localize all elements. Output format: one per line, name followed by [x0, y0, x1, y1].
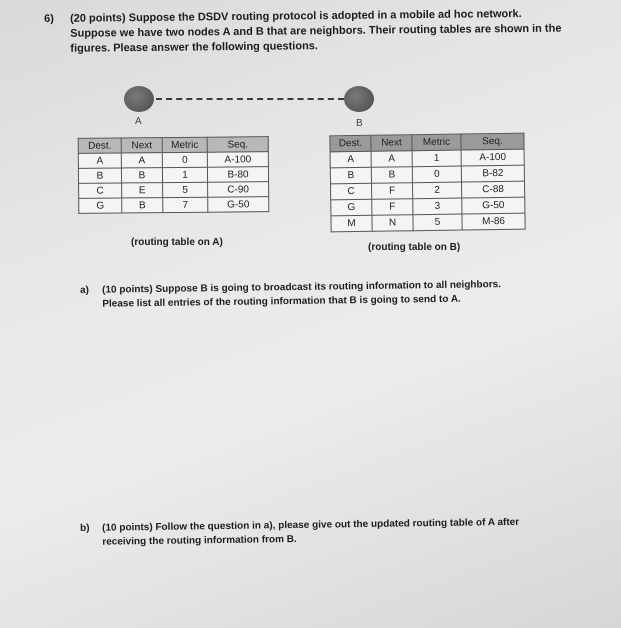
cell: 1 — [412, 150, 461, 167]
header-dest: Dest. — [78, 138, 121, 153]
cell: G — [331, 199, 372, 216]
node-b-label: B — [356, 118, 363, 129]
part-b-line-2: receiving the routing information from B. — [102, 533, 297, 548]
cell: 0 — [412, 166, 461, 183]
part-a-line-2: Please list all entries of the routing information that B is going to send to A. — [102, 293, 461, 310]
header-next: Next — [121, 138, 162, 153]
question-line-1: (20 points) Suppose the DSDV routing protocol is adopted in a mobile ad hoc network. — [70, 7, 522, 25]
cell: B-80 — [207, 167, 268, 183]
cell: B — [121, 168, 162, 183]
table-row — [79, 182, 269, 199]
header-metric: Metric — [412, 134, 461, 151]
neighbor-link — [156, 98, 344, 100]
cell: 1 — [162, 167, 207, 182]
part-b-label: b) — [80, 522, 90, 534]
cell: 5 — [413, 214, 462, 231]
table-header-row — [78, 137, 268, 154]
cell: C — [331, 183, 372, 200]
table-b-caption: (routing table on B) — [368, 242, 461, 253]
cell: B — [122, 198, 163, 213]
cell: C — [79, 183, 122, 198]
cell: 7 — [163, 197, 208, 212]
cell: G-50 — [462, 197, 525, 214]
table-row — [78, 167, 268, 184]
cell: A — [121, 153, 162, 168]
question-number: 6) — [44, 12, 54, 25]
header-seq: Seq. — [461, 133, 524, 150]
part-b-line-1: (10 points) Follow the question in a), please give out the updated routing table of A after — [102, 516, 520, 534]
cell: B — [330, 167, 371, 184]
cell: 2 — [413, 182, 462, 199]
header-next: Next — [371, 135, 412, 152]
table-a-caption: (routing table on A) — [131, 237, 223, 248]
node-a-circle — [124, 86, 154, 112]
cell: C-88 — [461, 181, 524, 198]
cell: N — [372, 215, 413, 232]
cell: M — [331, 215, 372, 232]
part-a-question — [80, 277, 560, 312]
cell: B — [371, 167, 412, 184]
cell: G — [79, 198, 122, 213]
cell: G-50 — [208, 197, 269, 213]
question-line-2: Suppose we have two nodes A and B that are neighbors. Their routing tables are shown in the — [70, 22, 562, 40]
cell: F — [372, 199, 413, 216]
cell: 5 — [163, 182, 208, 197]
cell: A — [371, 151, 412, 168]
cell: B-82 — [461, 165, 524, 182]
node-b-circle — [344, 86, 374, 112]
table-row — [78, 152, 268, 169]
cell: A — [78, 153, 121, 168]
table-row — [331, 213, 525, 232]
cell: M-86 — [462, 213, 525, 230]
header-seq: Seq. — [207, 137, 268, 153]
routing-table-b — [329, 133, 525, 233]
question-line-3: figures. Please answer the following questions. — [70, 40, 318, 55]
table-row — [79, 197, 269, 214]
routing-table-a — [78, 136, 270, 214]
part-b-question — [80, 515, 560, 550]
cell: 3 — [413, 198, 462, 215]
part-a-label: a) — [80, 284, 90, 296]
cell: B — [78, 168, 121, 183]
cell: C-90 — [208, 182, 269, 198]
cell: A-100 — [207, 152, 268, 168]
cell: 0 — [162, 152, 207, 167]
cell: E — [122, 183, 163, 198]
cell: F — [372, 183, 413, 200]
network-diagram — [120, 80, 390, 130]
cell: A — [330, 151, 371, 168]
header-metric: Metric — [162, 137, 207, 152]
question-header — [44, 6, 584, 57]
cell: A-100 — [461, 149, 524, 166]
header-dest: Dest. — [330, 135, 371, 152]
node-a-label: A — [135, 116, 142, 127]
part-a-line-1: (10 points) Suppose B is going to broadcast its routing information to all neighbors. — [102, 279, 502, 296]
